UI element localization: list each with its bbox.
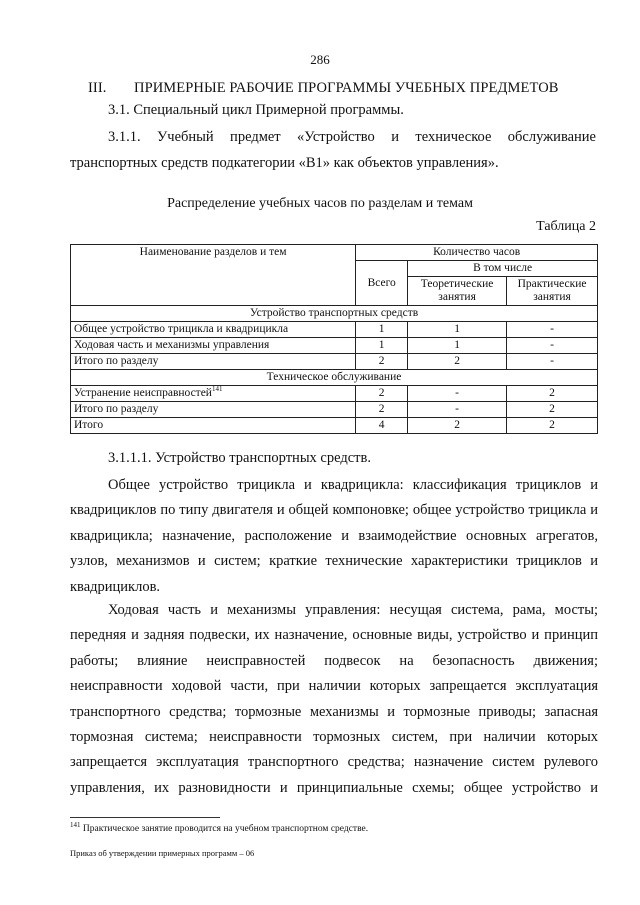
row-name: Итого по разделу [71,402,356,418]
paragraph-general-structure [70,473,598,600]
paragraph-line: квадрициклов по типу двигателя и общей компоновке; общее устройство трицикла и [70,502,598,519]
row-practice: 2 [507,402,598,418]
paragraph-running-gear [70,598,598,801]
paragraph-line: узлов, механизмов и систем; краткие технические характеристики трициклов и [70,553,598,570]
subsubsection-heading: 3.1.1.1. Устройство транспортных средств. [108,450,371,466]
row-practice: - [507,338,598,354]
table-row [71,338,598,354]
table-row [71,386,598,402]
table-row [71,402,598,418]
hours-table [70,244,598,434]
footnote-divider [70,817,220,818]
row-total: 2 [356,354,408,370]
section-title-cell: Устройство транспортных средств [71,306,598,322]
header-practice: Практические занятия [507,277,598,306]
paragraph-line: управления, их разновидности и принципиальные схемы; общее устройство и [70,779,598,796]
page-footer: Приказ об утверждении примерных программ – 06 [70,848,255,858]
row-total: 2 [356,402,408,418]
table-section-row [71,370,598,386]
table-header-row [71,245,598,261]
row-name: Ходовая часть и механизмы управления [71,338,356,354]
section-heading [88,80,559,97]
table-title: Распределение учебных часов по разделам и темам [167,196,473,211]
row-theory: 2 [408,354,507,370]
subsection-heading: 3.1. Специальный цикл Примерной программы. [108,102,404,118]
row-total: 2 [356,386,408,402]
header-total: Всего [356,261,408,306]
paragraph-line: транспортного средства; тормозные механизмы и тормозные приводы; запасная [70,703,598,720]
footnote-ref[interactable]: 141 [211,385,223,394]
row-theory: - [408,402,507,418]
row-name [71,386,356,402]
paragraph-line: работы; влияние неисправностей подвесок на безопасность движения; [70,652,598,669]
paragraph-line: неисправности ходовой части, при наличии которых запрещается эксплуатация [70,678,598,695]
paragraph-line: Ходовая часть и механизмы управления: несущая система, рама, мосты; [108,602,598,618]
header-including: В том числе [408,261,598,277]
row-total: 1 [356,338,408,354]
header-hours: Количество часов [356,245,598,261]
row-theory: 1 [408,322,507,338]
paragraph-line: тормозная система; неисправности тормозных систем, при наличии которых [70,729,598,746]
row-practice: - [507,354,598,370]
section-number: III. [88,80,107,96]
paragraph-line: Общее устройство трицикла и квадрицикла: классификация трициклов и [108,477,598,493]
row-total: 1 [356,322,408,338]
row-theory: 2 [408,418,507,434]
section-title-cell: Техническое обслуживание [71,370,598,386]
paragraph-line: квадрицикла; назначение, расположение и взаимодействие основных агрегатов, [70,527,598,544]
row-name: Итого по разделу [71,354,356,370]
row-theory: - [408,386,507,402]
paragraph-line: передняя и задняя подвески, их назначение, основные виды, устройство и принцип [70,627,598,644]
table-total-row [71,418,598,434]
table-label: Таблица 2 [536,219,596,234]
header-name: Наименование разделов и тем [71,245,356,306]
table-section-row [71,306,598,322]
footnote-text: Практическое занятие проводится на учебном транспортном средстве. [82,824,369,835]
row-practice: - [507,322,598,338]
table-row [71,354,598,370]
paragraph-line: квадрициклов. [70,578,161,595]
subject-line-2: транспортных средств подкатегории «В1» как объектов управления». [70,155,499,171]
header-theory: Теоретические занятия [408,277,507,306]
row-total: 4 [356,418,408,434]
page-number: 286 [310,52,330,67]
subject-line-1: 3.1.1. Учебный предмет «Устройство и техническое обслуживание [108,129,596,145]
section-title: ПРИМЕРНЫЕ РАБОЧИЕ ПРОГРАММЫ УЧЕБНЫХ ПРЕДМЕТОВ [134,80,559,96]
table-row [71,322,598,338]
row-practice: 2 [507,386,598,402]
row-theory: 1 [408,338,507,354]
row-practice: 2 [507,418,598,434]
paragraph-line: запрещается эксплуатация транспортного средства; назначение систем рулевого [70,754,598,771]
row-name: Итого [71,418,356,434]
row-name-text: Устранение неисправностей [74,387,212,399]
footnote [70,821,368,834]
footnote-number: 141 [70,821,81,829]
row-name: Общее устройство трицикла и квадрицикла [71,322,356,338]
